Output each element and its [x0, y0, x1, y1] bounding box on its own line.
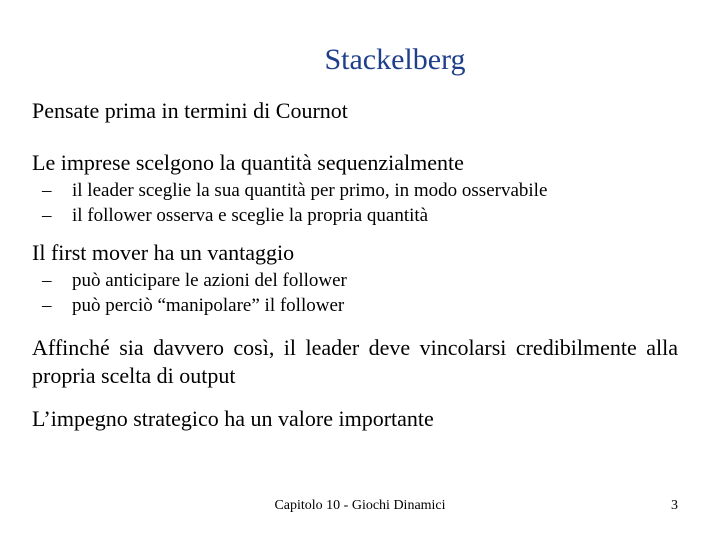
footer-chapter: Capitolo 10 - Giochi Dinamici — [274, 498, 446, 513]
dash-bullet: – — [42, 295, 52, 316]
subitem-anticipate — [42, 268, 682, 293]
subitem-manipulate — [42, 293, 682, 318]
dash-bullet: – — [42, 270, 52, 291]
dash-bullet: – — [42, 205, 52, 226]
subitem-text: può anticipare le azioni del follower — [72, 270, 347, 291]
dash-bullet: – — [42, 180, 52, 201]
subitem-text: il leader sceglie la sua quantità per primo, in modo osservabile — [72, 180, 548, 201]
slide-title: Stackelberg — [324, 43, 466, 76]
bullet-strategic-value: L’impegno strategico ha un valore importante — [32, 406, 434, 431]
bullet-cournot: Pensate prima in termini di Cournot — [32, 98, 348, 123]
page-number: 3 — [671, 498, 678, 513]
sublist-first-mover — [32, 268, 682, 318]
sublist-sequential — [32, 178, 682, 228]
bullet-sequential: Le imprese scelgono la quantità sequenzialmente — [32, 150, 464, 175]
subitem-follower — [42, 203, 682, 228]
subitem-text: può perciò “manipolare” il follower — [72, 295, 345, 316]
subitem-text: il follower osserva e sceglie la propria quantità — [72, 205, 429, 226]
subitem-leader — [42, 178, 682, 203]
bullet-first-mover: Il first mover ha un vantaggio — [32, 240, 295, 265]
bullet-commitment: Affinché sia davvero così, il leader deve vincolarsi credibilmente alla propria scelta di output — [32, 335, 678, 388]
slide-content — [32, 98, 682, 432]
